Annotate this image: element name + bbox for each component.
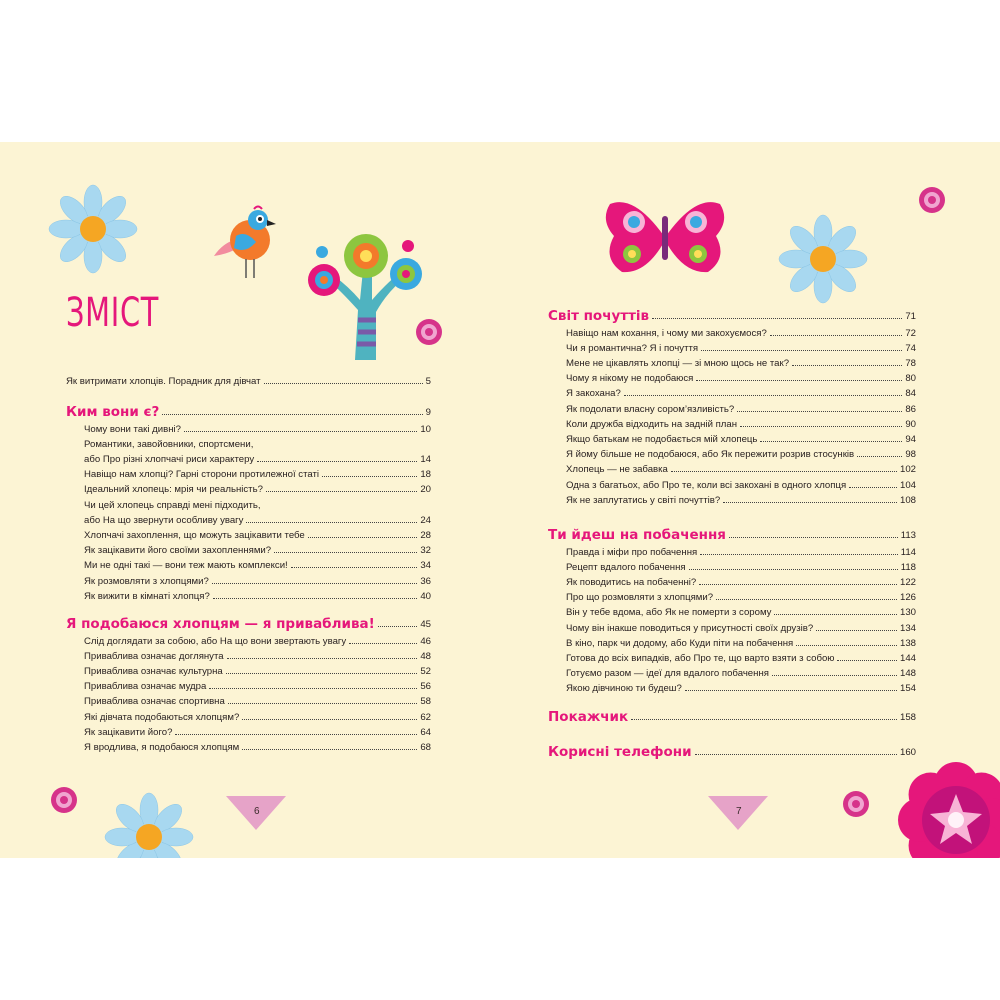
section-title: Ти йдеш на побачення — [548, 527, 726, 543]
toc-entry[interactable] — [84, 588, 431, 602]
toc-entry-title: Про що розмовляти з хлопцями? — [566, 592, 714, 604]
dot-leader — [266, 491, 417, 492]
toc-entry-page: 24 — [420, 514, 431, 526]
dot-leader — [631, 719, 897, 720]
toc-entry[interactable] — [566, 401, 916, 415]
toc-entry-page: 28 — [420, 529, 431, 541]
section-page: 45 — [420, 619, 431, 630]
section-title: Світ почуттів — [548, 308, 650, 324]
toc-entry-title: Хлопчачі захоплення, що можуть зацікавити тебе — [84, 529, 305, 541]
toc-entry-page: 14 — [420, 453, 431, 465]
toc-entry-title: Готуємо разом — ідеї для вдалого побачення — [566, 668, 769, 680]
toc-entry-title: Чи цей хлопець справді мені підходить, — [84, 499, 261, 511]
dot-leader — [772, 675, 897, 676]
toc-entry-page: 40 — [420, 590, 431, 602]
dot-leader — [816, 630, 897, 631]
toc-entry-title: Чи я романтична? Я і почуття — [566, 342, 699, 354]
pink-flower-icon-top-right — [918, 186, 946, 214]
dot-leader — [349, 643, 417, 644]
dot-leader — [378, 626, 418, 627]
toc-entry-title: Одна з багатьох, або Про те, коли всі закохані в одного хлопця — [566, 479, 847, 491]
toc-entry[interactable] — [566, 446, 916, 460]
toc-entry-page: 144 — [899, 652, 916, 664]
toc-entry[interactable] — [566, 589, 916, 603]
page-number-left: 6 — [254, 806, 260, 817]
toc-entry-page: 86 — [905, 403, 916, 415]
toc-entry[interactable] — [84, 557, 431, 571]
toc-entry[interactable] — [84, 633, 431, 647]
dot-leader — [175, 734, 417, 735]
dot-leader — [685, 690, 897, 691]
toc-entry-page: 84 — [905, 388, 916, 400]
toc-entry[interactable] — [84, 527, 431, 541]
toc-entry-title: Я закохана? — [566, 388, 621, 400]
toc-entry-page: 10 — [420, 423, 431, 435]
dot-leader — [652, 318, 902, 319]
toc-entry-title: Приваблива означає культурна — [84, 665, 223, 677]
toc-entry-page: 34 — [420, 560, 431, 572]
page-title: ЗМІСТ — [66, 290, 160, 336]
toc-entry[interactable] — [566, 325, 916, 339]
toc-entry-page: 114 — [900, 546, 916, 558]
dot-leader — [723, 502, 897, 503]
toc-entry[interactable] — [566, 355, 916, 369]
toc-entry[interactable] — [84, 542, 431, 556]
dot-leader — [226, 673, 418, 674]
section-page: 71 — [905, 311, 916, 322]
blue-flower-icon-bottom — [104, 792, 194, 858]
dot-leader — [716, 599, 897, 600]
blue-flower-icon — [48, 184, 138, 274]
dot-leader — [228, 703, 418, 704]
dot-leader — [740, 426, 902, 427]
toc-entry-title: Ідеальний хлопець: мрія чи реальність? — [84, 484, 263, 496]
toc-entry[interactable] — [84, 663, 431, 677]
toc-section-heading[interactable] — [548, 740, 916, 760]
toc-entry-page: 118 — [900, 561, 916, 573]
toc-entry[interactable] — [84, 512, 431, 526]
toc-entry[interactable] — [84, 497, 431, 511]
toc-entry[interactable] — [84, 678, 431, 692]
dot-leader — [274, 552, 417, 553]
toc-entry-page: 20 — [420, 484, 431, 496]
toc-entry[interactable] — [566, 620, 916, 634]
toc-entry-title: або На що звернути особливу увагу — [84, 514, 244, 526]
dot-leader — [209, 688, 417, 689]
dot-leader — [770, 335, 903, 336]
toc-entry-title: В кіно, парк чи додому, або Куди піти на побачення — [566, 637, 794, 649]
toc-entry-title: Рецепт вдалого побачення — [566, 561, 686, 573]
dot-leader — [227, 658, 418, 659]
dot-leader — [308, 537, 418, 538]
toc-entry[interactable] — [566, 477, 916, 491]
toc-entry-page: 108 — [899, 494, 916, 506]
toc-entry[interactable] — [84, 436, 431, 450]
toc-entry-page: 122 — [899, 576, 916, 588]
toc-entry-title: Як подолати власну сором’язливість? — [566, 403, 735, 415]
dot-leader — [246, 522, 417, 523]
toc-entry[interactable] — [84, 573, 431, 587]
toc-entry[interactable] — [84, 466, 431, 480]
dot-leader — [857, 456, 902, 457]
toc-section-heading[interactable] — [66, 400, 431, 420]
section-page: 113 — [900, 530, 916, 541]
dot-leader — [264, 383, 423, 384]
toc-entry-title: Як не заплутатись у світі почуттів? — [566, 494, 721, 506]
dot-leader — [242, 719, 417, 720]
toc-entry-title: Навіщо нам хлопці? Гарні сторони протилежної статі — [84, 469, 320, 481]
toc-entry-page: 62 — [420, 711, 431, 723]
pink-flower-icon-bottom-left — [50, 786, 78, 814]
toc-entry[interactable] — [84, 739, 431, 753]
toc-section-heading[interactable] — [548, 705, 916, 725]
pink-flower-icon-bottom-right-small — [842, 790, 870, 818]
toc-entry[interactable] — [566, 559, 916, 573]
dot-leader — [213, 598, 418, 599]
dot-leader — [322, 476, 417, 477]
toc-entry-title: Приваблива означає доглянута — [84, 650, 224, 662]
toc-entry[interactable] — [84, 709, 431, 723]
toc-entry-title: Як витримати хлопців. Порадник для дівчат — [66, 376, 261, 387]
dot-leader — [729, 537, 898, 538]
toc-entry[interactable] — [84, 648, 431, 662]
toc-entry[interactable] — [84, 724, 431, 738]
toc-entry[interactable] — [84, 451, 431, 465]
toc-entry-title: Приваблива означає мудра — [84, 681, 207, 693]
toc-entry-page: 58 — [420, 696, 431, 708]
toc-entry-page: 78 — [905, 357, 916, 369]
toc-entry[interactable] — [566, 340, 916, 354]
section-page: 158 — [899, 712, 916, 723]
toc-entry[interactable] — [566, 544, 916, 558]
dot-leader — [849, 487, 897, 488]
toc-entry-title: або Про різні хлопчачі риси характеру — [84, 453, 255, 465]
toc-section-heading[interactable] — [548, 523, 916, 543]
toc-entry-title: Чому він інакше поводиться у присутності своїх друзів? — [566, 622, 814, 634]
page-number-right: 7 — [736, 806, 742, 817]
toc-entry-title: Слід доглядати за собою, або На що вони звертають увагу — [84, 635, 347, 647]
section-title: Корисні телефони — [548, 744, 692, 760]
toc-entry-title: Мене не цікавлять хлопці — зі мною щось не так? — [566, 357, 790, 369]
toc-entry-page: 90 — [905, 418, 916, 430]
dot-leader — [700, 554, 898, 555]
dot-leader — [184, 431, 417, 432]
butterfly-icon — [604, 198, 726, 276]
toc-entry-page: 94 — [905, 433, 916, 445]
toc-entry-page: 130 — [899, 607, 916, 619]
toc-entry-page: 64 — [420, 726, 431, 738]
dot-leader — [291, 567, 418, 568]
toc-entry-page: 48 — [420, 650, 431, 662]
toc-section-heading[interactable] — [548, 304, 916, 324]
toc-entry-title: Коли дружба відходить на задній план — [566, 418, 738, 430]
dot-leader — [774, 614, 897, 615]
toc-entry-title: Які дівчата подобаються хлопцям? — [84, 711, 240, 723]
toc-entry-page: 72 — [905, 327, 916, 339]
toc-entry-page: 104 — [899, 479, 916, 491]
toc-entry-title: Чому вони такі дивні? — [84, 423, 181, 435]
toc-entry-page: 5 — [425, 376, 431, 387]
toc-entry-title: Я йому більше не подобаюся, або Як пережити розрив стосунків — [566, 449, 855, 461]
toc-entry-title: Якою дівчиною ти будеш? — [566, 683, 682, 695]
toc-entry-title: Він у тебе вдома, або Як не померти з сорому — [566, 607, 772, 619]
large-pink-flower-icon — [896, 760, 1000, 858]
section-title: Покажчик — [548, 709, 629, 725]
dot-leader — [695, 754, 897, 755]
book-spread — [0, 142, 1000, 858]
dot-leader — [624, 395, 902, 396]
dot-leader — [737, 411, 902, 412]
blue-flower-icon-right — [778, 214, 868, 304]
dot-leader — [696, 380, 902, 381]
toc-entry[interactable] — [566, 665, 916, 679]
dot-leader — [671, 471, 897, 472]
dot-leader — [792, 365, 902, 366]
toc-entry-page: 154 — [899, 683, 916, 695]
section-page: 9 — [425, 407, 431, 418]
dot-leader — [689, 569, 898, 570]
toc-entry[interactable] — [84, 693, 431, 707]
tree-icon — [300, 220, 430, 362]
section-page: 160 — [899, 747, 916, 758]
toc-entry-title: Якщо батькам не подобається мій хлопець — [566, 433, 758, 445]
toc-entry-page: 36 — [420, 575, 431, 587]
toc-section-heading[interactable] — [66, 612, 431, 632]
toc-entry-title: Ми не одні такі — вони теж мають комплекси! — [84, 560, 288, 572]
toc-entry[interactable] — [84, 481, 431, 495]
pink-flower-icon — [415, 318, 443, 346]
dot-leader — [242, 749, 417, 750]
toc-entry-page: 74 — [905, 342, 916, 354]
bird-icon — [214, 204, 276, 280]
toc-entry-page: 46 — [420, 635, 431, 647]
dot-leader — [162, 414, 422, 415]
toc-entry[interactable] — [566, 680, 916, 694]
toc-entry-title: Як зацікавити його своїми захопленнями? — [84, 545, 272, 557]
toc-entry-title: Хлопець — не забавка — [566, 464, 668, 476]
toc-entry-page: 56 — [420, 681, 431, 693]
dot-leader — [257, 461, 417, 462]
toc-entry-title: Як поводитись на побаченні? — [566, 576, 697, 588]
dot-leader — [699, 584, 897, 585]
toc-entry-page: 18 — [420, 469, 431, 481]
section-title: Я подобаюся хлопцям — я приваблива! — [66, 616, 375, 632]
toc-entry-title: Романтики, завойовники, спортсмени, — [84, 438, 254, 450]
toc-entry-page: 148 — [899, 668, 916, 680]
toc-entry-page: 102 — [899, 464, 916, 476]
toc-entry-title: Чому я нікому не подобаюся — [566, 373, 694, 385]
toc-entry-title: Правда і міфи про побачення — [566, 546, 698, 558]
toc-entry[interactable] — [84, 421, 431, 435]
toc-entry-title: Готова до всіх випадків, або Про те, що варто взяти з собою — [566, 652, 835, 664]
dot-leader — [796, 645, 897, 646]
toc-entry[interactable] — [566, 604, 916, 618]
toc-entry-title: Я вродлива, я подобаюся хлопцям — [84, 741, 240, 753]
toc-entry[interactable] — [566, 650, 916, 664]
toc-entry-page: 126 — [899, 592, 916, 604]
dot-leader — [212, 583, 417, 584]
dot-leader — [837, 660, 897, 661]
toc-entry[interactable] — [566, 416, 916, 430]
toc-entry-page: 80 — [905, 373, 916, 385]
toc-entry-page: 134 — [899, 622, 916, 634]
toc-entry-page: 98 — [905, 449, 916, 461]
toc-entry-page: 138 — [899, 637, 916, 649]
toc-entry-title: Як розмовляти з хлопцями? — [84, 575, 209, 587]
toc-entry[interactable] — [566, 574, 916, 588]
toc-entry[interactable] — [566, 461, 916, 475]
dot-leader — [760, 441, 902, 442]
toc-entry[interactable] — [566, 370, 916, 384]
toc-entry[interactable] — [566, 492, 916, 506]
toc-entry-title: Як зацікавити його? — [84, 726, 173, 738]
toc-entry[interactable] — [566, 431, 916, 445]
toc-entry[interactable] — [66, 373, 431, 387]
toc-entry-title: Навіщо нам кохання, і чому ми закохуємося? — [566, 327, 767, 339]
toc-entry-page: 52 — [420, 665, 431, 677]
toc-entry-title: Як вижити в кімнаті хлопця? — [84, 590, 210, 602]
dot-leader — [701, 350, 902, 351]
toc-entry-page: 32 — [420, 545, 431, 557]
toc-entry[interactable] — [566, 385, 916, 399]
toc-entry-page: 68 — [420, 741, 431, 753]
toc-entry-title: Приваблива означає спортивна — [84, 696, 225, 708]
section-title: Ким вони є? — [66, 404, 160, 420]
toc-entry[interactable] — [566, 635, 916, 649]
